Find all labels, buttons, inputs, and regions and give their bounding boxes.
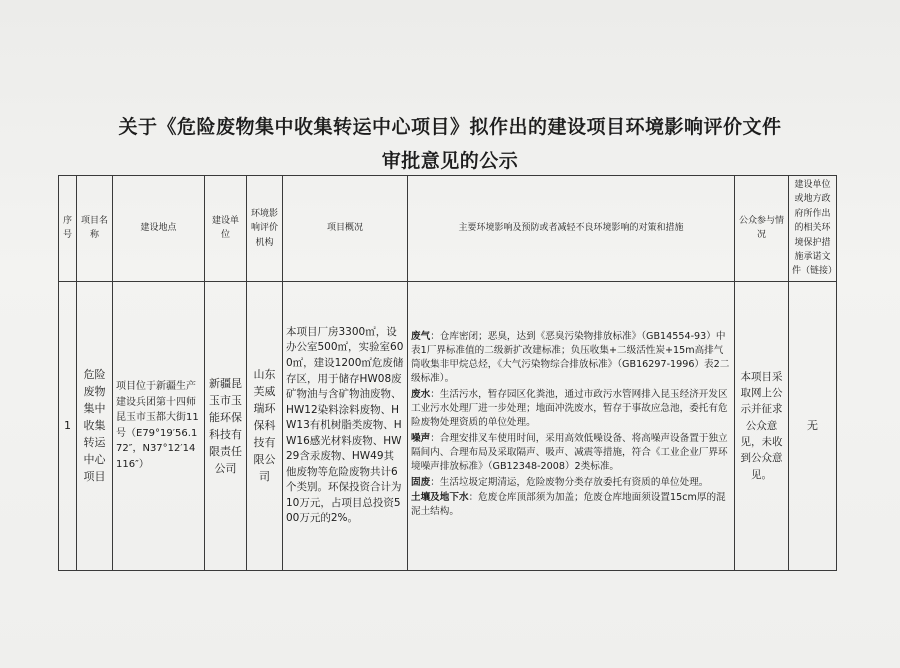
document-title-line1: 关于《危险废物集中收集转运中心项目》拟作出的建设项目环境影响评价文件 [118,116,782,138]
cell-measures [408,281,735,570]
measure-label: 废气 [411,331,431,343]
measure-text: ：仓库密闭；恶臭，达到《恶臭污染物排放标准》（GB14554-93）中表1厂界标准值的二级新扩改建标准；负压收集+二级活性炭+15m高排气筒收集非甲烷总烃，《大气污染物综合排放标准》（GB16297-1996）表2二级标准）。 [411,331,730,385]
measure-label: 废水 [411,389,431,401]
header-project-name: 项目名称 [77,176,113,282]
cell-location: 项目位于新疆生产建设兵团第十四师昆玉市玉都大街11号（E79°19′56.172″，N37°12′14116″） [113,281,205,570]
measure-text: ：生活污水，暂存园区化粪池，通过市政污水管网排入昆玉经济开发区工业污水处理厂进一步处理；地面冲洗废水，暂存于事故应急池，委托有危险废物处理资质的单位处理。 [411,389,728,428]
header-eia-org: 环境影响评价机构 [247,176,283,282]
measure-soil-groundwater [411,491,731,519]
measure-waste-gas [411,330,731,386]
cell-construction-unit: 新疆昆玉市玉能环保科技有限责任公司 [205,281,247,570]
header-overview: 项目概况 [283,176,408,282]
header-measures: 主要环境影响及预防或者减轻不良环境影响的对策和措施 [408,176,735,282]
cell-public-participation: 本项目采取网上公示并征求公众意见，未收到公众意见。 [735,281,789,570]
header-seq: 序号 [59,176,77,282]
table-row [59,281,837,570]
measure-label: 土壤及地下水 [411,492,469,504]
header-construction-unit: 建设单位 [205,176,247,282]
header-commitment: 建设单位或地方政府所作出的相关环境保护措施承诺文件（链接） [789,176,837,282]
measure-label: 固废 [411,476,431,488]
measure-text: ：生活垃圾定期清运，危险废物分类存放委托有资质的单位处理。 [430,476,709,488]
cell-commitment: 无 [789,281,837,570]
cell-overview: 本项目厂房3300㎡，设办公室500㎡，实验室600㎡，建设1200㎡危废储存区，用于储存HW08废矿物油与含矿物油废物、HW12染料涂料废物、HW13有机树脂类废物、HW16感光材料废物、HW29含汞废物、HW49其他废物等危险废物共计6个类别。环保投资合计为10万元，占项目总投资500万元的2%。 [283,281,408,570]
header-location: 建设地点 [113,176,205,282]
measure-text: ：危废仓库顶部须为加盖；危废仓库地面须设置15cm厚的混泥土结构。 [411,492,726,518]
approval-table [58,175,837,571]
measure-waste-water [411,388,731,430]
measure-noise [411,432,731,474]
measure-label: 噪声 [411,432,431,444]
measure-text: ：合理安排叉车使用时间，采用高效低噪设备、将高噪声设备置于独立隔间内、合理布局及采取隔声、吸声、减震等措施，符合《工业企业厂界环境噪声排放标准》（GB12348-2008）2类标准。 [411,432,728,472]
measure-solid-waste [411,476,731,490]
header-row [59,176,837,282]
header-public-participation: 公众参与情况 [735,176,789,282]
document-title-line2: 审批意见的公示 [381,150,519,172]
cell-seq: 1 [59,281,77,570]
cell-eia-org: 山东芙威瑞环保科技有限公司 [247,281,283,570]
cell-project-name: 危险废物集中收集转运中心项目 [77,281,113,570]
